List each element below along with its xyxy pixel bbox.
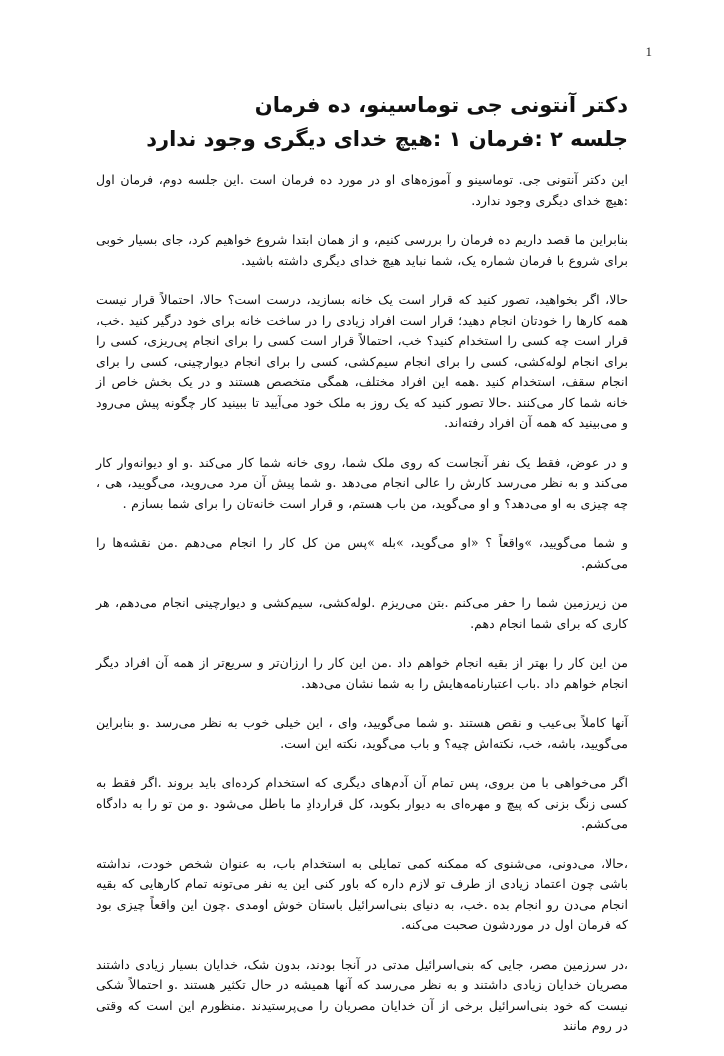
title-line-2: جلسه ۲ :فرمان ۱ :هیچ خدای دیگری وجود ندارد [146, 127, 628, 151]
document-title [96, 88, 628, 156]
paragraph-10: ،حالا، می‌دونی، می‌شنوی که ممکنه کمی تمایلی به استخدام باب، به عنوان شخص خودت، نداشته باشی چون اعتماد زیادی از طرف تو لازم داره که باور کنی این یه نفر می‌تونه تمام کارهایی که بقیه انجام می‌دن رو انجام بده .خب، به دنیای بنی‌اسرائیل باستان خوش اومدی .چون این واقعاً چیزی بود که فرمان اول در موردشون صحبت می‌کنه. [96, 855, 628, 932]
paragraph-7: من این کار را بهتر از بقیه انجام خواهم داد .من این کار را ارزان‌تر و سریع‌تر از همه آن افراد دیگر انجام خواهم داد .باب اعتبارنامه‌هایش را به شما نشان می‌دهد. [96, 655, 628, 691]
paragraph-3: حالا، اگر بخواهید، تصور کنید که قرار است یک خانه بسازید، درست است؟ حالا، احتمالاً قرار نیست همه کارها را خودتان انجام دهید؛ قرار است افراد زیادی را در ساخت خانه برای خود درگیر کنید .خب، قرار است چه کسی را استخدام کنید؟ خب، احتمالاً قرار است کسی را برای انجام پی‌ریزی، کسی را برای انجام لوله‌کشی، کسی را برای انجام سیم‌کشی، کسی را برای انجام دیوارچینی، کسی را برای انجام سقف، استخدام کنید .همه این افراد مختلف، همگی متخصص هستند و در یک بخش خاص از خانه شما کار می‌کنند .حالا تصور کنید که یک روز به ملک خود می‌آیید تا ببینید کار چگونه پیش می‌رود و می‌بینید که همه آن افراد رفته‌اند. [96, 292, 628, 430]
page-number: 1 [645, 44, 652, 59]
paragraph-5: و شما می‌گویید، »واقعاً ؟ «او می‌گوید، »بله »پس من کل کار را انجام می‌دهم .من نقشه‌ها را می‌کشم. [96, 535, 628, 571]
paragraph-4: و در عوض، فقط یک نفر آنجاست که روی ملک شما، روی خانه شما کار می‌کند .و او دیوانه‌وار کار می‌کند و به نظر می‌رسد کارش را عالی انجام می‌دهد .و شما پیش آن مرد می‌روید، می‌گویید، هی ، چه چیزی به او می‌دهد؟ و او می‌گوید، من باب هستم، و قرار است خانه‌تان را برای شما بسازم . [96, 454, 628, 511]
paragraph-2: بنابراین ما قصد داریم ده فرمان را بررسی کنیم، و از همان ابتدا شروع خواهیم کرد، جای بسیار خوبی برای شروع با فرمان شماره یک، شما نباید هیچ خدای دیگری داشته باشید. [96, 232, 628, 268]
paragraph-9: اگر می‌خواهی با من بروی، پس تمام آن آدم‌های دیگری که استخدام کرده‌ای باید بروند .اگر فقط به کسی زنگ بزنی که پیچ و مهره‌ای به دیوار بکوبد، کل قراردادِ ما باطل می‌شود .و من تو را به دادگاه می‌کشم. [96, 775, 628, 831]
paragraph-11: ،در سرزمین مصر، جایی که بنی‌اسرائیل مدتی در آنجا بودند، بدون شک، خدایان بسیار زیادی داشتند مصریان خدایان زیادی داشتند و به نظر می‌رسد که آنها همیشه در حال تکثیر هستند .و احتمالاً شکی نیست که خود بنی‌اسرائیل برخی از آن خدایان مصریان را می‌پرستیدند .منظورم این است که وقتی در روم مانند [96, 956, 628, 1033]
document-body [96, 88, 628, 1056]
paragraph-8: آنها کاملاً بی‌عیب و نقص هستند .و شما می‌گویید، وای ، این خیلی خوب به نظر می‌رسد .و بنابراین می‌گویید، باشه، خب، نکته‌اش چیه؟ و باب می‌گوید، نکته این است. [96, 715, 628, 751]
title-line-1: دکتر آنتونی جی توماسینو، ده فرمان [254, 93, 628, 117]
paragraph-6: من زیرزمین شما را حفر می‌کنم .بتن می‌ریزم .لوله‌کشی، سیم‌کشی و دیوارچینی انجام می‌دهم، هر کاری که برای شما انجام دهم. [96, 595, 628, 631]
paragraph-1: این دکتر آنتونی جی. توماسینو و آموزه‌های او در مورد ده فرمان است .این جلسه دوم، فرمان اول :هیچ خدای دیگری وجود ندارد. [96, 172, 628, 208]
